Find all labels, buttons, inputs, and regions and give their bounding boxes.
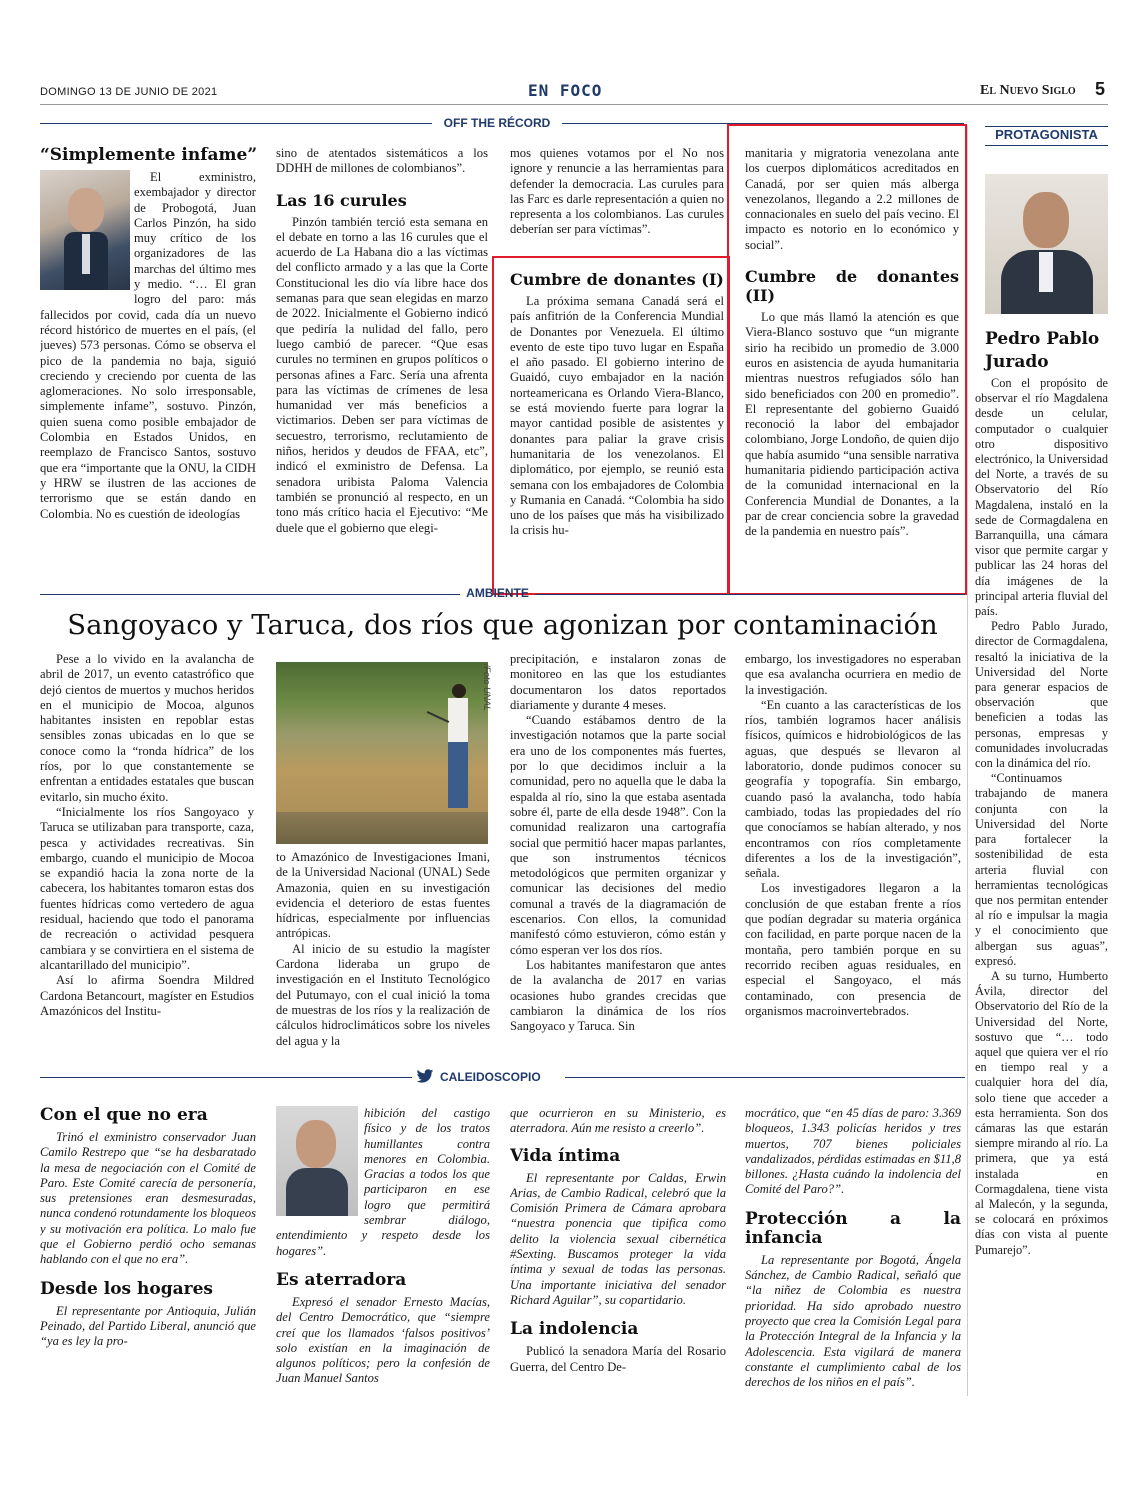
caleidoscopio-col-4: mocrático, que “en 45 días de paro: 3.369 bloqueos, 1.343 policías heridos y tres muertos, 707 bienes policiales vandalizados, pérdidas estimadas en $11,8 billones. ¿Hasta cuándo la indolencia del Comité del Paro?”. Protección a la infancia La representante por Bogotá, Ángela Sánchez, de Cambio Radical, señaló que “la niñez de Colombia es nuestra prioridad. Ha sido aprobado nuestro proyecto que crea la Comisión Legal para la Protección Integral de la Infancia y la Adolescencia. Esta vigilará de manera constante el cumplimiento cabal de los derechos de los niños en el país”. [745, 1106, 961, 1390]
headline-con-el-que-no-era: Con el que no era [40, 1106, 208, 1125]
ambiente-rule-right [535, 594, 965, 595]
ambiente-headline: Sangoyaco y Taruca, dos ríos que agonizan por contaminación [67, 609, 938, 641]
protagonista-divider [967, 126, 968, 1396]
article-col3-continuation: mos quienes votamos por el No nos ignore y renuncie a las herramientas para defender la democracia. Las curules para las Farc es darle representación a quien no representa a los colombianos. Las curules deberían ser para víctimas”. [510, 146, 724, 237]
off-record-label: OFF THE RÉCORD [443, 116, 551, 130]
article-cumbre-donantes-1: Cumbre de donantes (I) La próxima semana Canadá será el país anfitrión de la Conferencia Mundial de Donantes por Venezuela. El último evento de este tipo tuvo lugar en España el año pasado. El gobierno interino de Guaidó, cuyo embajador en la nación norteamericana es Orlando Viera-Blanco, se está moviendo fuerte para lograr la mayor cantidad posible de asistentes y donantes para paliar la grave crisis humanitaria de los venezolanos. El diplomático, por ejemplo, se reunió esta semana con los embajadores de Colombia y Rumania en Canadá. “Colombia ha sido uno de los países que más ha visibilizado la crisis hu- [510, 270, 724, 538]
article-16-curules: sino de atentados sistemáticos a los DDHH de millones de colombianos”. Las 16 curules Pinzón también terció esta semana en el debate en torno a las 16 curules que el acuerdo de La Habana dio a las víctimas del conflicto armado y a las que la Corte Constitucional les dio vía libre hace dos semanas para que sean elegidas en marzo de 2022. Inicialmente el Gobierno indicó que pediría la nulidad del fallo, pero luego cambió de parecer. “Que esas curules no terminen en grupos políticos o personas afines a Farc. Sería una afrenta para las víctimas de crímenes de lesa humanidad ver más beneficios a victimarios. Deben ser para víctimas de secuestro, terrorismo, reclutamiento de niños, heridos y deudos de FFAA, etc”, indicó el exministro de Defensa. La senadora uribista Paloma Valencia también se pronunció al respecto, en un tono más crítico hacia el Ejecutivo: “Me duele que el gobierno que elegi- [276, 146, 488, 535]
caleidoscopio-col-2: hibición del castigo físico y de los tratos humillantes contra menores en Colombia. Gracias a todos los que participaron en ese logro que permitirá sembrar diálogo, entendimiento y respeto desde los hogares”. Es aterradora Expresó el senador Ernesto Macías, del Centro Democrático, que “siempre creí que los llamados ‘falsos positivos’ solo existían en la imaginación de algunos políticos; pero la confesión de Juan Manuel Santos [276, 1106, 490, 1386]
twitter-bird-icon [416, 1069, 434, 1088]
ambiente-col-4: embargo, los investigadores no esperaban que esa avalancha ocurriera en medio de la investigación. “En cuanto a las características de los ríos, también logramos hacer análisis físicos, químicos e hidrobiológicos de las aguas, que después se llevaron al laboratorio, donde pudimos conocer su geografía y topografía. Sin embargo, cuando pasó la avalancha, todo había cambiado, todas las propiedades del río que conocíamos se habían alterado, y nos encontramos con ríos completamente diferentes a los de la investigación”, señala. Los investigadores llegaron a la conclusión de que estaban frente a ríos que podían degradar su materia orgánica con facilidad, en parte porque nacen de la montaña, pero también porque en su recorrido reciben aguas residuales, en especial el Sangoyaco, el más contaminado, con presencia de organismos macroinvertebrados. [745, 652, 961, 1018]
protagonista-label: PROTAGONISTA [995, 127, 1098, 142]
masthead-rule [40, 104, 1108, 105]
headline-vida-intima: Vida íntima [510, 1145, 621, 1166]
ambiente-col-2: to Amazónico de Investigaciones Imani, de la Universidad Nacional (UNAL) Sede Amazonia, quien en su investigación evidencia el deterioro de estas fuentes hídricas, especialmente por influencias antrópicas. Al inicio de su estudio la magíster Cardona lideraba un grupo de investigación en el Instituto Tecnológico del Putumayo, con el cual inició la toma de muestras de los ríos y la realización de cálculos hidroclimáticos sobre los niveles del agua y la [276, 850, 490, 1048]
page-number: 5 [1095, 79, 1106, 99]
caleidoscopio-rule-left [40, 1077, 412, 1078]
headline-cumbre-donantes-2: Cumbre de donantes (II) [745, 267, 959, 306]
brand-logo: El Nuevo Siglo [980, 83, 1076, 98]
caleidoscopio-col-1: Con el que no era Trinó el exministro conservador Juan Camilo Restrepo que “se ha desbaratado la mesa de negociación con el Comité de Paro. Este Comité carecía de personería, sus pretensiones eran desmesuradas, nunca condenó rotundamente los bloqueos y su motivación era política. Lo malo fue que el Gobierno perdió ocho semanas hablando con el que no era”. Desde los hogares El representante por Antioquia, Julián Peinado, del Partido Liberal, anunció que “ya es ley la pro- [40, 1106, 256, 1349]
caleidoscopio-col-3: que ocurrieron en su Ministerio, es aterradora. Aún me resisto a creerlo”. Vida íntima El representante por Caldas, Erwin Arias, de Cambio Radical, celebró que la Comisión Primera de Cámara aprobara “nuestra ponencia que tipifica como delito la violencia sexual cibernética #Sexting. Buscamos proteger la vida íntima y sexual de todas las personas. Una importante iniciativa del senador Richard Aguilar”, su copartidario. La indolencia Publicó la senadora María del Rosario Guerra, del Centro De- [510, 1106, 726, 1374]
issue-date: DOMINGO 13 DE JUNIO DE 2021 [40, 86, 218, 98]
headline-cumbre-donantes-1: Cumbre de donantes (I) [510, 270, 724, 289]
article-cumbre-donantes-2: manitaria y migratoria venezolana ante los cuerpos diplomáticos acreditados en Canadá, por ser quien más alberga venezolanos, llegando a 2.2 millones de connacionales en suelo del país vecino. El impacto es notorio en lo económico y social”. Cumbre de donantes (II) Lo que más llamó la atención es que Viera-Blanco sostuvo que “un migrante sirio ha recibido un promedio de 3.000 euros en asistencia de ayuda humanitaria mientras nuestros refugiados sólo han sido beneficiados con 200 en promedio”. El representante del gobierno Guaidó reconoció la labor del embajador colombiano, Jorge Londoño, de quien dijo que había asumido “una sensible narrativa humanitaria pidiendo participación activa de la comunidad internacional en la Conferencia Mundial de Donantes, a la par de crear conciencia sobre la gravedad de la pandemia en nuestro país”. [745, 146, 959, 539]
jurado-photo [985, 174, 1108, 314]
headline-16-curules: Las 16 curules [276, 190, 407, 210]
caleidoscopio-rule-right [565, 1077, 965, 1078]
ambiente-label: AMBIENTE [466, 586, 529, 600]
headline-la-indolencia: La indolencia [510, 1319, 639, 1340]
headline-proteccion-infancia: Protección a la infancia [745, 1208, 961, 1248]
headline-es-aterradora: Es aterradora [276, 1269, 407, 1290]
article-simplemente-infame: El exministro, exembajador y director de Probogotá, Juan Carlos Pinzón, ha sido muy crítico de los organizadores de las marchas del último mes y medio. “… El gran logro del paro: más fallecidos por covid, cada día un nuevo récord histórico de muertes en el país, (el jueves) 573 personas. Cómo se observa el pico de la pandemia no baja, siguió creciendo y creciendo por cuenta de las aglomeraciones. No solo irresponsable, simplemente infame”, sostuvo. Pinzón, quien suena como posible embajador de Colombia en Estados Unidos, en reemplazo de Francisco Santos, sostuvo que era “importante que la ONU, la CIDH y HRW se ilustren de las acciones de terrorismo que se están dando en Colombia. No es cuestión de ideologías [40, 170, 256, 521]
section-title: EN FOCO [528, 81, 603, 100]
protagonista-name: Pedro Pablo Jurado [985, 329, 1100, 372]
ambiente-col-3: precipitación, e instalaron zonas de monitoreo en las que los estudiantes documentaron los datos reportados diariamente y durante 4 meses. “Cuando estábamos dentro de la investigación notamos que la parte social era uno de los componentes más fuertes, por lo que decidimos incluir a la comunidad, pero no aquella que le daba la espalda al río, sino la que estaba asentada sobre él, parte de ella desde 1948”. Con la comunidad realizaron una cartografía social que permitió hacer mapas parlantes, que son instrumentos técnicos metodológicos que permiten organizar y comunicar las decisiones del medio comunal a través de la diagramación de escenarios. Con ellos, la comunidad manifestó cómo estuvieron, cómo están y cómo esperan ver los dos ríos. Los habitantes manifestaron que antes de la avalancha de 2017 en varias ocasiones hubo grandes crecidas que cambiaron la dinámica de los ríos Sangoyaco y Taruca. Sin [510, 652, 726, 1034]
river-photo [276, 662, 488, 844]
ambiente-col-1: Pese a lo vivido en la avalancha de abril de 2017, un evento catastrófico que dejó cientos de muertos y muchos heridos en el municipio de Mocoa, algunos habitantes insisten en repoblar estas sensibles zonas ubicadas en lo que se conoce como la “ronda hídrica” de los ríos, por lo que constantemente se enfrentan a entidades estatales que buscan evitarlo, sin mucho éxito. “Inicialmente los ríos Sangoyaco y Taruca se utilizaban para transporte, caza, pesca y actividades recreativas. Sin embargo, cuando el municipio de Mocoa se expandió hacia la zona norte de la cabecera, los habitantes tomaron estas dos fuentes hídricas como vertedero de agua residual, haciendo que todo el panorama de recreación o actividad pesquera cambiara y se convirtiera en el sistema de alcantarillado del municipio”. Así lo afirma Soendra Mildred Cardona Betancourt, magíster en Estudios Amazónicos del Institu- [40, 652, 254, 1018]
ambiente-rule-left [40, 594, 460, 595]
protagonista-article: Con el propósito de observar el río Magdalena desde un celular, computador o cualquier otro dispositivo electrónico, la Universidad del Norte, a través de su Observatorio del Río Magdalena, instaló en la sede de Cormagdalena en Barranquilla, una cámara visor que permite cargar y publicar las 24 horas del día imágenes de la principal arteria fluvial del país. Pedro Pablo Jurado, director de Cormagdalena, resaltó la iniciativa de la Universidad del Norte para generar espacios de observación que beneficien a todas las personas, empresas y comunidades involucradas con la dinámica del río. “Continuamos trabajando de manera conjunta con la Universidad del Norte para fortalecer la sostenibilidad de esta arteria fluvial con herramientas tecnológicas que nos permitan entender al río e impulsar la magia y el conocimiento que albergan sus aguas”, expresó. A su turno, Humberto Ávila, director del Observatorio del Río de la Universidad del Norte, sostuvo que “… todo aquel que quiera ver el río en tiempo real y a cualquier hora del día, solo tiene que acceder a esta herramienta. Son dos cámaras las que estarán siempre mirando al río. La primera, que ya está instalada en Cormagdalena, tiene vista al Malecón, y la segunda, se colocará en próximos días con vista al puente Pumarejo”. [975, 376, 1108, 1257]
off-record-rule-left [40, 123, 432, 124]
headline-simplemente-infame: “Simplemente infame” [40, 145, 258, 165]
caleidoscopio-label: CALEIDOSCOPIO [440, 1070, 541, 1084]
photo-credit: /Foto UNAL [482, 664, 492, 712]
headline-desde-los-hogares: Desde los hogares [40, 1278, 213, 1299]
